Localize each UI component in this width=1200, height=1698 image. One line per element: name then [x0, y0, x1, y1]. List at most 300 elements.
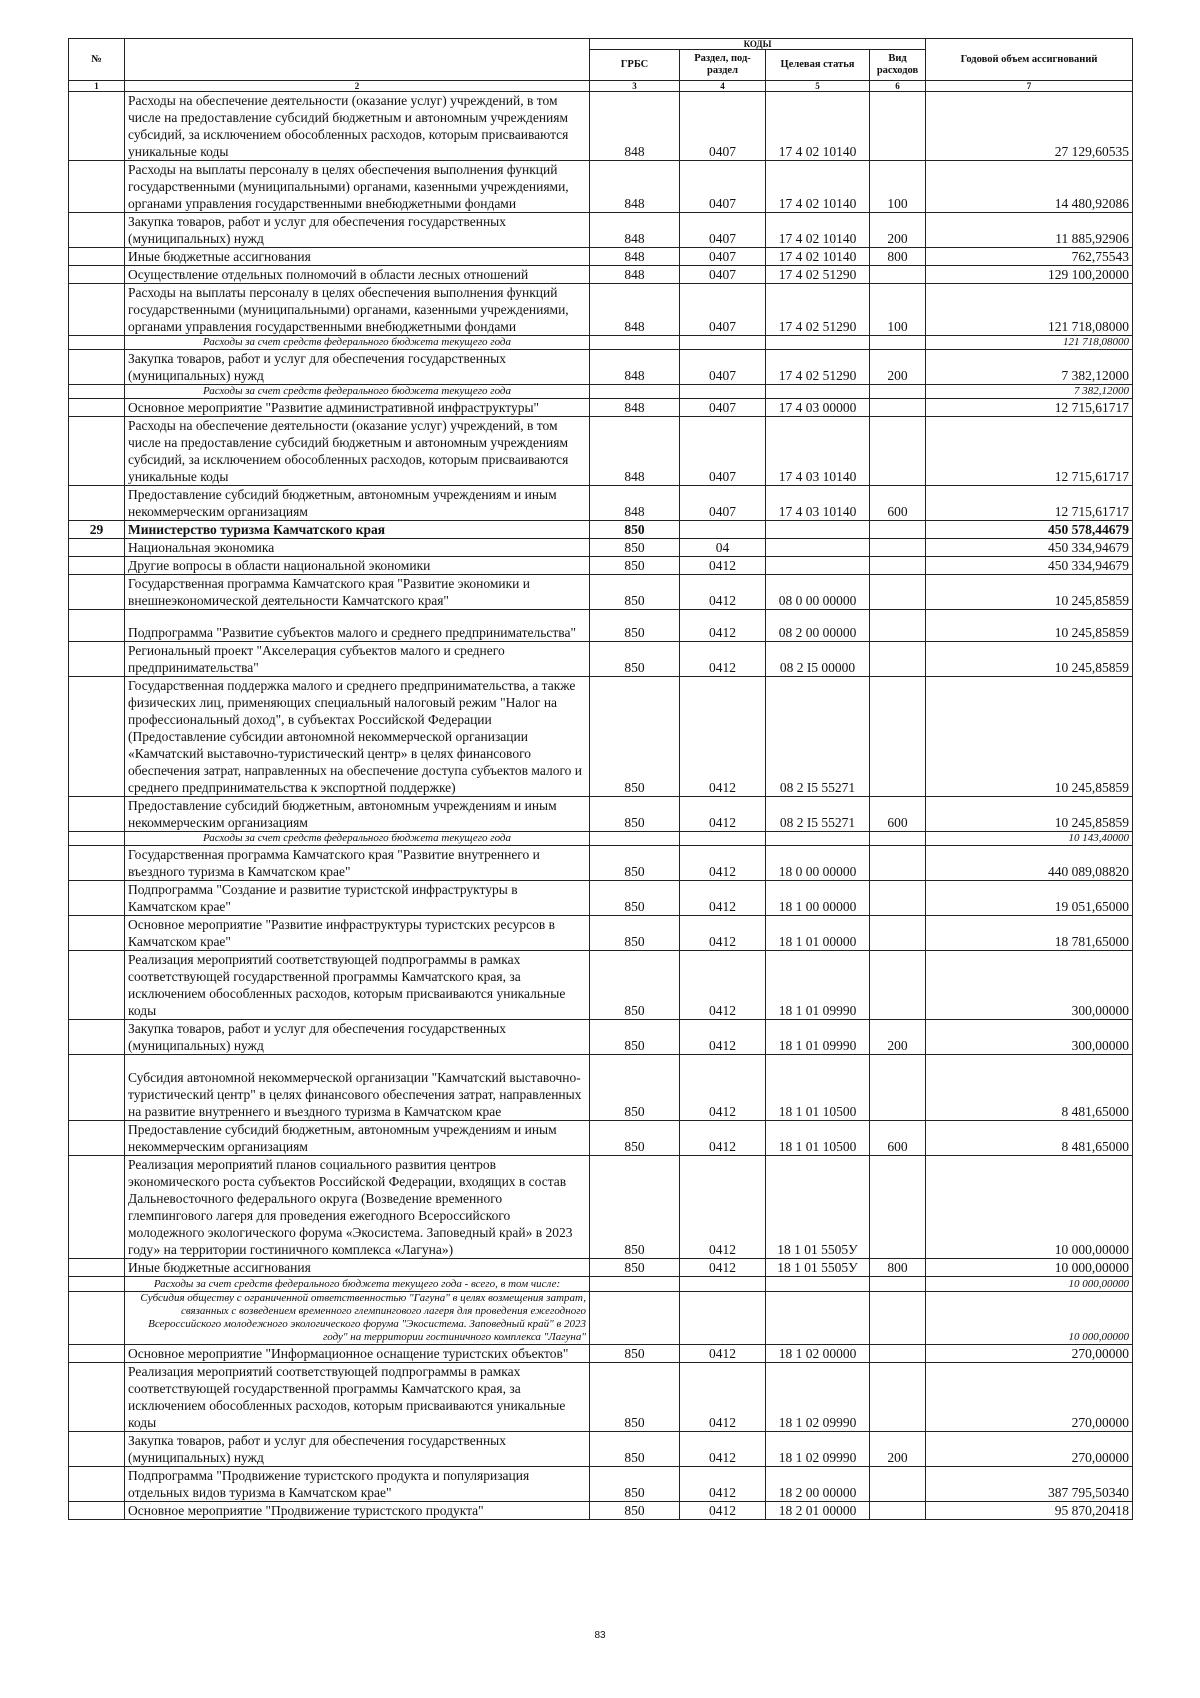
expense-kind: 100 — [870, 284, 926, 336]
section-code: 0412 — [680, 575, 766, 610]
expense-kind — [870, 916, 926, 951]
row-num-cell — [69, 1121, 125, 1156]
table-row — [69, 846, 1133, 881]
item-name: Государственная программа Камчатского края "Развитие внутреннего и въездного туризма в Камчатском крае" — [125, 846, 590, 881]
section-code: 0407 — [680, 266, 766, 284]
target-code — [766, 521, 870, 539]
header-row-1 — [69, 39, 1133, 50]
table-row — [69, 1121, 1133, 1156]
table-note-row — [69, 1292, 1133, 1345]
grbs-code: 850 — [590, 1432, 680, 1467]
row-num-cell — [69, 1363, 125, 1432]
target-code: 17 4 03 10140 — [766, 417, 870, 486]
grbs-code: 850 — [590, 1020, 680, 1055]
table-row — [69, 881, 1133, 916]
empty-cell — [680, 832, 766, 846]
row-num-cell — [69, 1055, 125, 1121]
grbs-code: 850 — [590, 916, 680, 951]
annual-amount: 10 245,85859 — [926, 797, 1133, 832]
section-code: 0407 — [680, 213, 766, 248]
row-num-cell — [69, 677, 125, 797]
expense-kind — [870, 92, 926, 161]
row-num-cell — [69, 1259, 125, 1277]
empty-cell — [766, 832, 870, 846]
colnum: 1 — [69, 81, 125, 92]
empty-cell — [870, 1292, 926, 1345]
annual-amount: 450 334,94679 — [926, 539, 1133, 557]
target-code: 18 1 01 09990 — [766, 951, 870, 1020]
item-name: Другие вопросы в области национальной экономики — [125, 557, 590, 575]
target-code: 18 1 00 00000 — [766, 881, 870, 916]
annual-amount: 10 245,85859 — [926, 610, 1133, 642]
target-code — [766, 557, 870, 575]
row-num-cell — [69, 92, 125, 161]
row-num-cell — [69, 1156, 125, 1259]
target-code: 18 1 01 09990 — [766, 1020, 870, 1055]
section-code: 0412 — [680, 642, 766, 677]
table-row — [69, 350, 1133, 385]
item-name: Подпрограмма "Создание и развитие туристской инфраструктуры в Камчатском крае" — [125, 881, 590, 916]
table-row — [69, 1156, 1133, 1259]
expense-kind: 200 — [870, 1432, 926, 1467]
item-name: Подпрограмма "Продвижение туристского продукта и популяризация отдельных видов туризма в Камчатском крае" — [125, 1467, 590, 1502]
budget-table — [68, 38, 1133, 1520]
item-name: Расходы на выплаты персоналу в целях обеспечения выполнения функций государственными (муниципальными) органами, казенными учреждениями, органами управления государственными внебюджетными фондами — [125, 161, 590, 213]
row-num-cell — [69, 610, 125, 642]
item-name: Предоставление субсидий бюджетным, автономным учреждениям и иным некоммерческим организациям — [125, 797, 590, 832]
annual-amount: 129 100,20000 — [926, 266, 1133, 284]
item-name: Государственная программа Камчатского края "Развитие экономики и внешнеэкономической деятельности Камчатского края" — [125, 575, 590, 610]
expense-kind — [870, 642, 926, 677]
annual-amount: 18 781,65000 — [926, 916, 1133, 951]
expense-kind — [870, 677, 926, 797]
table-note-row — [69, 385, 1133, 399]
budget-table-sheet — [68, 38, 1132, 1520]
row-num-cell — [69, 1277, 125, 1292]
row-num-cell — [69, 881, 125, 916]
target-code: 18 1 01 5505У — [766, 1259, 870, 1277]
table-row — [69, 557, 1133, 575]
table-row — [69, 642, 1133, 677]
row-num-cell — [69, 350, 125, 385]
note-text: Расходы за счет средств федерального бюджета текущего года — [125, 832, 590, 846]
item-name: Реализация мероприятий соответствующей подпрограммы в рамках соответствующей государственной программы Камчатского края, за исключением обособленных расходов, которым присваиваются уникальные коды — [125, 951, 590, 1020]
grbs-code: 850 — [590, 521, 680, 539]
annual-amount: 12 715,61717 — [926, 417, 1133, 486]
item-name: Расходы на обеспечение деятельности (оказание услуг) учреждений, в том числе на предоставление субсидий бюджетным и автономным учреждениям субсидий, за исключением обособленных расходов, которым присваиваются уникальные коды — [125, 92, 590, 161]
expense-kind — [870, 266, 926, 284]
grbs-code: 850 — [590, 951, 680, 1020]
note-text: Расходы за счет средств федерального бюджета текущего года - всего, в том числе: — [125, 1277, 590, 1292]
table-row — [69, 266, 1133, 284]
grbs-code: 848 — [590, 486, 680, 521]
item-name: Закупка товаров, работ и услуг для обеспечения государственных (муниципальных) нужд — [125, 213, 590, 248]
section-code: 0412 — [680, 677, 766, 797]
item-name: Осуществление отдельных полномочий в области лесных отношений — [125, 266, 590, 284]
target-code — [766, 539, 870, 557]
annual-amount: 14 480,92086 — [926, 161, 1133, 213]
expense-kind: 600 — [870, 486, 926, 521]
expense-kind — [870, 881, 926, 916]
grbs-code: 850 — [590, 575, 680, 610]
header-annual: Годовой объем ассигнований — [926, 39, 1133, 81]
row-num-cell — [69, 399, 125, 417]
grbs-code: 848 — [590, 92, 680, 161]
section-code: 0412 — [680, 557, 766, 575]
table-row — [69, 161, 1133, 213]
target-code: 08 0 00 00000 — [766, 575, 870, 610]
table-note-row — [69, 1277, 1133, 1292]
grbs-code: 848 — [590, 266, 680, 284]
table-row — [69, 951, 1133, 1020]
section-code: 0412 — [680, 1156, 766, 1259]
table-row — [69, 677, 1133, 797]
row-num-cell — [69, 248, 125, 266]
item-name: Субсидия автономной некоммерческой организации "Камчатский выставочно-туристический центр" в целях финансового обеспечения затрат, направленных на развитие внутреннего и въездного туризма в Камчатском крае — [125, 1055, 590, 1121]
item-name: Закупка товаров, работ и услуг для обеспечения государственных (муниципальных) нужд — [125, 1432, 590, 1467]
table-row — [69, 610, 1133, 642]
empty-cell — [680, 385, 766, 399]
expense-kind — [870, 539, 926, 557]
row-num-cell — [69, 161, 125, 213]
expense-kind — [870, 575, 926, 610]
expense-kind — [870, 1156, 926, 1259]
annual-amount: 95 870,20418 — [926, 1502, 1133, 1520]
row-num-cell — [69, 539, 125, 557]
grbs-code: 848 — [590, 284, 680, 336]
target-code: 18 2 00 00000 — [766, 1467, 870, 1502]
target-code: 18 1 02 09990 — [766, 1432, 870, 1467]
annual-amount: 450 334,94679 — [926, 557, 1133, 575]
empty-cell — [766, 336, 870, 350]
colnum: 6 — [870, 81, 926, 92]
expense-kind: 200 — [870, 213, 926, 248]
row-num-cell — [69, 832, 125, 846]
section-code — [680, 521, 766, 539]
row-num-cell — [69, 951, 125, 1020]
annual-amount: 300,00000 — [926, 1020, 1133, 1055]
grbs-code: 850 — [590, 846, 680, 881]
section-code: 0407 — [680, 161, 766, 213]
table-row — [69, 797, 1133, 832]
expense-kind — [870, 557, 926, 575]
row-num-cell — [69, 266, 125, 284]
section-code: 0412 — [680, 1502, 766, 1520]
empty-cell — [590, 1277, 680, 1292]
page-number: 83 — [594, 1630, 606, 1641]
grbs-code: 850 — [590, 610, 680, 642]
table-row — [69, 1363, 1133, 1432]
grbs-code: 850 — [590, 557, 680, 575]
note-amount: 10 000,00000 — [926, 1292, 1133, 1345]
colnum: 3 — [590, 81, 680, 92]
empty-cell — [870, 336, 926, 350]
empty-cell — [870, 385, 926, 399]
section-code: 0407 — [680, 284, 766, 336]
table-row — [69, 486, 1133, 521]
header-section: Раздел, под-раздел — [680, 50, 766, 81]
table-row — [69, 399, 1133, 417]
empty-cell — [680, 1292, 766, 1345]
empty-cell — [590, 832, 680, 846]
annual-amount: 10 000,00000 — [926, 1156, 1133, 1259]
target-code: 18 1 02 00000 — [766, 1345, 870, 1363]
expense-kind: 800 — [870, 1259, 926, 1277]
item-name: Реализация мероприятий соответствующей подпрограммы в рамках соответствующей государственной программы Камчатского края, за исключением обособленных расходов, которым присваиваются уникальные коды — [125, 1363, 590, 1432]
annual-amount: 300,00000 — [926, 951, 1133, 1020]
empty-cell — [766, 385, 870, 399]
target-code: 18 1 01 10500 — [766, 1121, 870, 1156]
item-name: Закупка товаров, работ и услуг для обеспечения государственных (муниципальных) нужд — [125, 350, 590, 385]
item-name: Расходы на выплаты персоналу в целях обеспечения выполнения функций государственными (муниципальными) органами, казенными учреждениями, органами управления государственными внебюджетными фондами — [125, 284, 590, 336]
target-code: 08 2 I5 55271 — [766, 677, 870, 797]
annual-amount: 7 382,12000 — [926, 350, 1133, 385]
annual-amount: 762,75543 — [926, 248, 1133, 266]
row-num-cell — [69, 1432, 125, 1467]
section-code: 0412 — [680, 1467, 766, 1502]
target-code: 17 4 02 10140 — [766, 213, 870, 248]
item-name: Реализация мероприятий планов социального развития центров экономического роста субъектов Российской Федерации, входящих в состав Дальневосточного федерального округа (Возведение временного глемпингового лагеря для проведения ежегодного Всероссийского молодежного экологического форума «Экосистема. Заповедный край» в 2023 году» на территории гостиничного комплекса «Лагуна») — [125, 1156, 590, 1259]
empty-cell — [766, 1292, 870, 1345]
item-name: Расходы на обеспечение деятельности (оказание услуг) учреждений, в том числе на предоставление субсидий бюджетным и автономным учреждениям субсидий, за исключением обособленных расходов, которым присваиваются уникальные коды — [125, 417, 590, 486]
note-text: Расходы за счет средств федерального бюджета текущего года — [125, 385, 590, 399]
target-code: 08 2 I5 00000 — [766, 642, 870, 677]
expense-kind — [870, 951, 926, 1020]
item-name: Региональный проект "Акселерация субъектов малого и среднего предпринимательства" — [125, 642, 590, 677]
table-row — [69, 1055, 1133, 1121]
item-name: Предоставление субсидий бюджетным, автономным учреждениям и иным некоммерческим организациям — [125, 486, 590, 521]
section-code: 04 — [680, 539, 766, 557]
row-num-cell — [69, 557, 125, 575]
section-code: 0412 — [680, 1055, 766, 1121]
expense-kind — [870, 610, 926, 642]
expense-kind — [870, 399, 926, 417]
annual-amount: 10 000,00000 — [926, 1259, 1133, 1277]
target-code: 17 4 02 10140 — [766, 92, 870, 161]
target-code: 18 0 00 00000 — [766, 846, 870, 881]
row-num-cell — [69, 213, 125, 248]
header-num: № — [69, 39, 125, 81]
expense-kind: 100 — [870, 161, 926, 213]
section-code: 0407 — [680, 417, 766, 486]
colnum: 5 — [766, 81, 870, 92]
item-name: Иные бюджетные ассигнования — [125, 1259, 590, 1277]
annual-amount: 19 051,65000 — [926, 881, 1133, 916]
row-num-cell — [69, 1502, 125, 1520]
table-row — [69, 575, 1133, 610]
row-num-cell — [69, 1292, 125, 1345]
note-amount: 7 382,12000 — [926, 385, 1133, 399]
expense-kind: 200 — [870, 350, 926, 385]
section-code: 0412 — [680, 881, 766, 916]
table-row — [69, 1467, 1133, 1502]
table-row — [69, 1345, 1133, 1363]
section-code: 0407 — [680, 399, 766, 417]
item-name: Закупка товаров, работ и услуг для обеспечения государственных (муниципальных) нужд — [125, 1020, 590, 1055]
target-code: 08 2 I5 55271 — [766, 797, 870, 832]
annual-amount: 12 715,61717 — [926, 486, 1133, 521]
section-code: 0407 — [680, 350, 766, 385]
expense-kind — [870, 1055, 926, 1121]
item-name: Государственная поддержка малого и среднего предпринимательства, а также физических лиц, применяющих специальный налоговый режим "Налог на профессиональный доход", в субъектах Российской Федерации (Предоставление субсидии автономной некоммерческой организации «Камчатский выставочно-туристический центр» в целях финансового обеспечения затрат, направленных на обеспечение доступа субъектов малого и среднего предпринимательства к экспортной поддержке) — [125, 677, 590, 797]
grbs-code: 850 — [590, 642, 680, 677]
empty-cell — [680, 336, 766, 350]
target-code: 18 2 01 00000 — [766, 1502, 870, 1520]
grbs-code: 850 — [590, 1363, 680, 1432]
section-code: 0412 — [680, 610, 766, 642]
colnum: 4 — [680, 81, 766, 92]
annual-amount: 11 885,92906 — [926, 213, 1133, 248]
header-codes: КОДЫ — [590, 39, 926, 50]
grbs-code: 850 — [590, 1345, 680, 1363]
annual-amount: 8 481,65000 — [926, 1121, 1133, 1156]
note-amount: 10 000,00000 — [926, 1277, 1133, 1292]
expense-kind — [870, 417, 926, 486]
empty-cell — [590, 385, 680, 399]
annual-amount: 27 129,60535 — [926, 92, 1133, 161]
header-grbs: ГРБС — [590, 50, 680, 81]
row-num-cell — [69, 1020, 125, 1055]
row-num-cell — [69, 385, 125, 399]
target-code: 17 4 02 10140 — [766, 161, 870, 213]
row-num-cell — [69, 1345, 125, 1363]
annual-amount: 440 089,08820 — [926, 846, 1133, 881]
note-text: Субсидия обществу с ограниченной ответственностью "Гагуна" в целях возмещения затрат, связанных с возведением временного глемпингового лагеря для проведения ежегодного Всероссийского молодежного экологического форума "Экосистема. Заповедный край" в 2023 году" на территории гостиничного комплекса "Лагуна" — [125, 1292, 590, 1345]
row-num-cell — [69, 797, 125, 832]
section-code: 0412 — [680, 916, 766, 951]
section-code: 0412 — [680, 1020, 766, 1055]
item-name: Национальная экономика — [125, 539, 590, 557]
section-code: 0412 — [680, 1432, 766, 1467]
row-num-cell — [69, 486, 125, 521]
annual-amount: 450 578,44679 — [926, 521, 1133, 539]
expense-kind — [870, 521, 926, 539]
annual-amount: 270,00000 — [926, 1345, 1133, 1363]
target-code: 17 4 02 51290 — [766, 350, 870, 385]
annual-amount: 270,00000 — [926, 1363, 1133, 1432]
annual-amount: 270,00000 — [926, 1432, 1133, 1467]
section-code: 0412 — [680, 1121, 766, 1156]
table-row — [69, 417, 1133, 486]
empty-cell — [766, 1277, 870, 1292]
item-name: Основное мероприятие "Продвижение туристского продукта" — [125, 1502, 590, 1520]
target-code: 18 1 01 10500 — [766, 1055, 870, 1121]
note-amount: 121 718,08000 — [926, 336, 1133, 350]
target-code: 17 4 03 00000 — [766, 399, 870, 417]
empty-cell — [680, 1277, 766, 1292]
header-target: Целевая статья — [766, 50, 870, 81]
table-body — [69, 92, 1133, 1520]
header-colnums — [69, 81, 1133, 92]
empty-cell — [870, 832, 926, 846]
table-row — [69, 1432, 1133, 1467]
expense-kind: 800 — [870, 248, 926, 266]
expense-kind — [870, 1502, 926, 1520]
empty-cell — [590, 336, 680, 350]
row-num-cell — [69, 1467, 125, 1502]
grbs-code: 850 — [590, 1055, 680, 1121]
expense-kind: 600 — [870, 797, 926, 832]
annual-amount: 10 245,85859 — [926, 642, 1133, 677]
row-num-cell — [69, 916, 125, 951]
item-name: Основное мероприятие "Развитие инфраструктуры туристских ресурсов в Камчатском крае" — [125, 916, 590, 951]
annual-amount: 121 718,08000 — [926, 284, 1133, 336]
colnum: 7 — [926, 81, 1133, 92]
item-name: Подпрограмма "Развитие субъектов малого и среднего предпринимательства" — [125, 610, 590, 642]
section-code: 0407 — [680, 92, 766, 161]
section-code: 0412 — [680, 1259, 766, 1277]
grbs-code: 850 — [590, 539, 680, 557]
grbs-code: 850 — [590, 1259, 680, 1277]
table-row — [69, 1502, 1133, 1520]
target-code: 08 2 00 00000 — [766, 610, 870, 642]
expense-kind — [870, 1363, 926, 1432]
expense-kind: 600 — [870, 1121, 926, 1156]
row-num-cell — [69, 284, 125, 336]
grbs-code: 848 — [590, 417, 680, 486]
item-name: Иные бюджетные ассигнования — [125, 248, 590, 266]
target-code: 17 4 02 51290 — [766, 284, 870, 336]
target-code: 18 1 01 00000 — [766, 916, 870, 951]
table-row — [69, 248, 1133, 266]
table-note-row — [69, 336, 1133, 350]
section-code: 0412 — [680, 1363, 766, 1432]
table-row — [69, 284, 1133, 336]
section-code: 0412 — [680, 846, 766, 881]
section-code: 0412 — [680, 797, 766, 832]
header-kind: Вид расходов — [870, 50, 926, 81]
table-row — [69, 916, 1133, 951]
table-row — [69, 539, 1133, 557]
header-name — [125, 39, 590, 81]
row-num-cell — [69, 642, 125, 677]
note-amount: 10 143,40000 — [926, 832, 1133, 846]
note-text: Расходы за счет средств федерального бюджета текущего года — [125, 336, 590, 350]
target-code: 17 4 02 51290 — [766, 266, 870, 284]
expense-kind — [870, 1345, 926, 1363]
grbs-code: 848 — [590, 399, 680, 417]
expense-kind — [870, 846, 926, 881]
grbs-code: 848 — [590, 213, 680, 248]
annual-amount: 10 245,85859 — [926, 575, 1133, 610]
item-name: Основное мероприятие "Информационное оснащение туристских объектов" — [125, 1345, 590, 1363]
section-code: 0412 — [680, 951, 766, 1020]
annual-amount: 10 245,85859 — [926, 677, 1133, 797]
item-name: Министерство туризма Камчатского края — [125, 521, 590, 539]
colnum: 2 — [125, 81, 590, 92]
expense-kind: 200 — [870, 1020, 926, 1055]
grbs-code: 850 — [590, 1121, 680, 1156]
item-name: Предоставление субсидий бюджетным, автономным учреждениям и иным некоммерческим организациям — [125, 1121, 590, 1156]
table-row — [69, 1259, 1133, 1277]
target-code: 17 4 02 10140 — [766, 248, 870, 266]
table-note-row — [69, 832, 1133, 846]
annual-amount: 387 795,50340 — [926, 1467, 1133, 1502]
row-num-cell — [69, 846, 125, 881]
grbs-code: 848 — [590, 248, 680, 266]
table-row — [69, 521, 1133, 539]
empty-cell — [870, 1277, 926, 1292]
grbs-code: 850 — [590, 797, 680, 832]
section-code: 0407 — [680, 486, 766, 521]
row-num-cell: 29 — [69, 521, 125, 539]
expense-kind — [870, 1467, 926, 1502]
row-num-cell — [69, 575, 125, 610]
grbs-code: 850 — [590, 1502, 680, 1520]
target-code: 17 4 03 10140 — [766, 486, 870, 521]
empty-cell — [590, 1292, 680, 1345]
section-code: 0412 — [680, 1345, 766, 1363]
